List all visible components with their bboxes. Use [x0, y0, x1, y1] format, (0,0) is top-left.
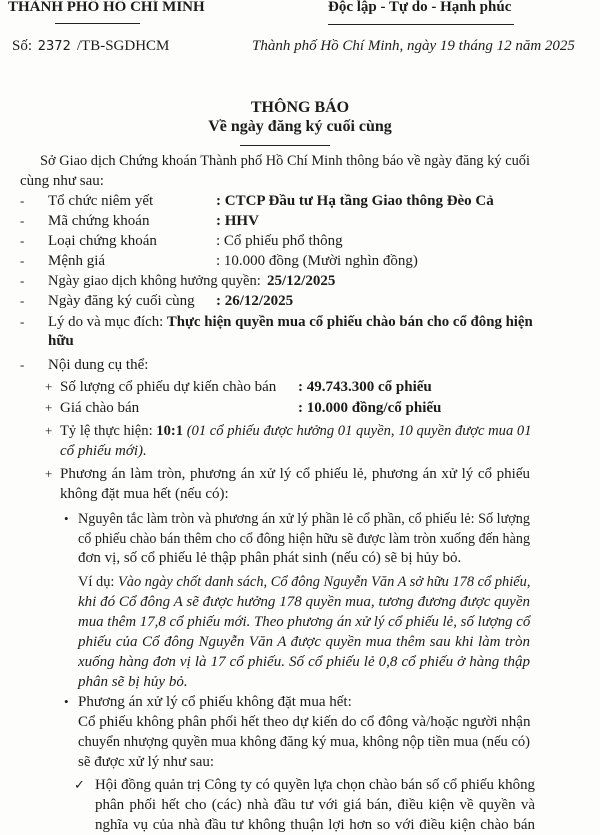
handwritten-number: 2372: [37, 39, 71, 54]
plan-line: Phương án làm tròn, phương án xử lý cổ phiếu lẻ, phương án xử lý cổ phiếu: [60, 466, 530, 482]
checkmark-icon: ✓: [74, 777, 85, 792]
field-label: Mã chứng khoán: [48, 213, 150, 229]
field-label: Ngày giao dịch không hưởng quyền:: [48, 273, 261, 289]
board-line: phân phối hết cho (các) nhà đầu tư với giá bán, điều kiện về quyền và: [95, 797, 535, 813]
rounding-line: cổ phiếu chào bán thêm cho cổ đông hiện hữu sẽ được làm tròn xuống đến hàng: [78, 531, 531, 547]
field-label: Loại chứng khoán: [48, 233, 157, 249]
detail-value: : 49.743.300 cổ phiếu: [298, 379, 432, 395]
field-value: 25/12/2025: [267, 273, 336, 289]
place-date: Thành phố Hồ Chí Minh, ngày 19 tháng 12 năm 2025: [252, 38, 575, 54]
field-label: Ngày đăng ký cuối cùng: [48, 293, 195, 309]
document-subtitle: Về ngày đăng ký cuối cùng: [208, 118, 392, 135]
field-value: : 26/12/2025: [216, 293, 294, 309]
board-line: Hội đồng quản trị Công ty có quyền lựa chọn chào bán số cổ phiếu không: [95, 777, 535, 793]
unsold-line: sẽ được xử lý như sau:: [78, 754, 215, 770]
example-label: Ví dụ:: [78, 574, 115, 590]
rounding-line: Nguyên tắc làm tròn và phương án xử lý phần lẻ cổ phần, cổ phiếu lẻ: Số lượng: [78, 511, 530, 527]
reason-value: Thực hiện quyền mua cổ phiếu chào bán cho cổ đông hiện: [166, 314, 533, 330]
example-text: Vào ngày chốt danh sách, Cổ đông Nguyễn Văn A sở hữu 178 cổ phiếu,: [117, 574, 531, 590]
ratio-label: Tỷ lệ thực hiện:: [60, 423, 153, 439]
reason-label: Lý do và mục đích:: [48, 314, 164, 330]
ratio-note-cont: cổ phiếu mới).: [60, 443, 147, 459]
example-line: phân sẽ bị hủy bỏ.: [78, 674, 188, 690]
plan-line: không đặt mua hết (nếu có):: [60, 486, 229, 502]
example-line: khi đó Cổ đông A sẽ được hưởng 178 quyền mua, tương đương được quyền: [78, 594, 530, 610]
field-value: : HHV: [216, 213, 259, 229]
intro-line: Sở Giao dịch Chứng khoán Thành phố Hồ Chí Minh thông báo về ngày đăng ký cuối: [40, 153, 530, 169]
detail-value: : 10.000 đồng/cổ phiếu: [298, 400, 442, 416]
motto-underline: [328, 24, 514, 25]
unsold-line: Cổ phiếu không phân phối hết theo dự kiến do cổ đông và/hoặc người nhận: [78, 714, 531, 730]
unsold-title: Phương án xử lý cổ phiếu không đặt mua hết:: [78, 694, 352, 710]
field-value: : 10.000 đồng (Mười nghìn đồng): [216, 253, 418, 269]
document-title: THÔNG BÁO: [250, 99, 350, 116]
intro-line: cùng như sau:: [20, 173, 104, 189]
number-suffix: /TB-SGDHCM: [76, 38, 170, 54]
content-label: Nội dung cụ thể:: [48, 357, 149, 373]
document-number: [12, 36, 169, 56]
rounding-line: đơn vị, số cổ phiếu lẻ thập phân phát sinh (nếu có) sẽ bị hủy bỏ.: [78, 550, 462, 566]
ratio-line: [60, 421, 532, 441]
field-value: : CTCP Đầu tư Hạ tầng Giao thông Đèo Cả: [216, 193, 494, 209]
number-label: Số:: [12, 38, 33, 54]
detail-label: Số lượng cổ phiếu dự kiến chào bán: [60, 379, 277, 395]
detail-label: Giá chào bán: [60, 400, 140, 416]
ratio-note: (01 cổ phiếu được hưởng 01 quyền, 10 quyền được mua 01: [186, 423, 532, 439]
example-line: [78, 572, 530, 592]
title-underline: [240, 145, 330, 146]
reason-value-cont: hữu: [48, 333, 74, 349]
field-value: : Cổ phiếu phổ thông: [216, 233, 343, 249]
org-underline: [55, 23, 140, 24]
field-label: Tổ chức niêm yết: [48, 193, 154, 209]
field-label: Mệnh giá: [48, 253, 106, 269]
board-line: nghĩa vụ của nhà đầu tư không thuận lợi hơn so với điều kiện chào bán: [95, 817, 535, 833]
example-line: xuống hàng đơn vị là 17 cổ phiếu. Số cổ phiếu lẻ 0,8 cổ phiếu ở hàng thập: [78, 654, 530, 670]
national-motto: Độc lập - Tự do - Hạnh phúc: [328, 0, 512, 15]
example-line: mua thêm 17,8 cổ phiếu mới. Theo phương án xử lý cổ phiếu lẻ, số lượng cổ: [78, 614, 531, 630]
reason-line: [48, 312, 533, 332]
example-line: phiếu của Cổ đông Nguyễn Văn A được quyền mua thêm sau khi làm tròn: [78, 634, 530, 650]
issuing-org: THÀNH PHỐ HỒ CHÍ MINH: [8, 0, 205, 15]
ratio-value: 10:1: [156, 423, 184, 439]
unsold-line: chuyển nhượng quyền mua không đăng ký mua, không nộp tiền mua (nếu có): [78, 734, 531, 750]
